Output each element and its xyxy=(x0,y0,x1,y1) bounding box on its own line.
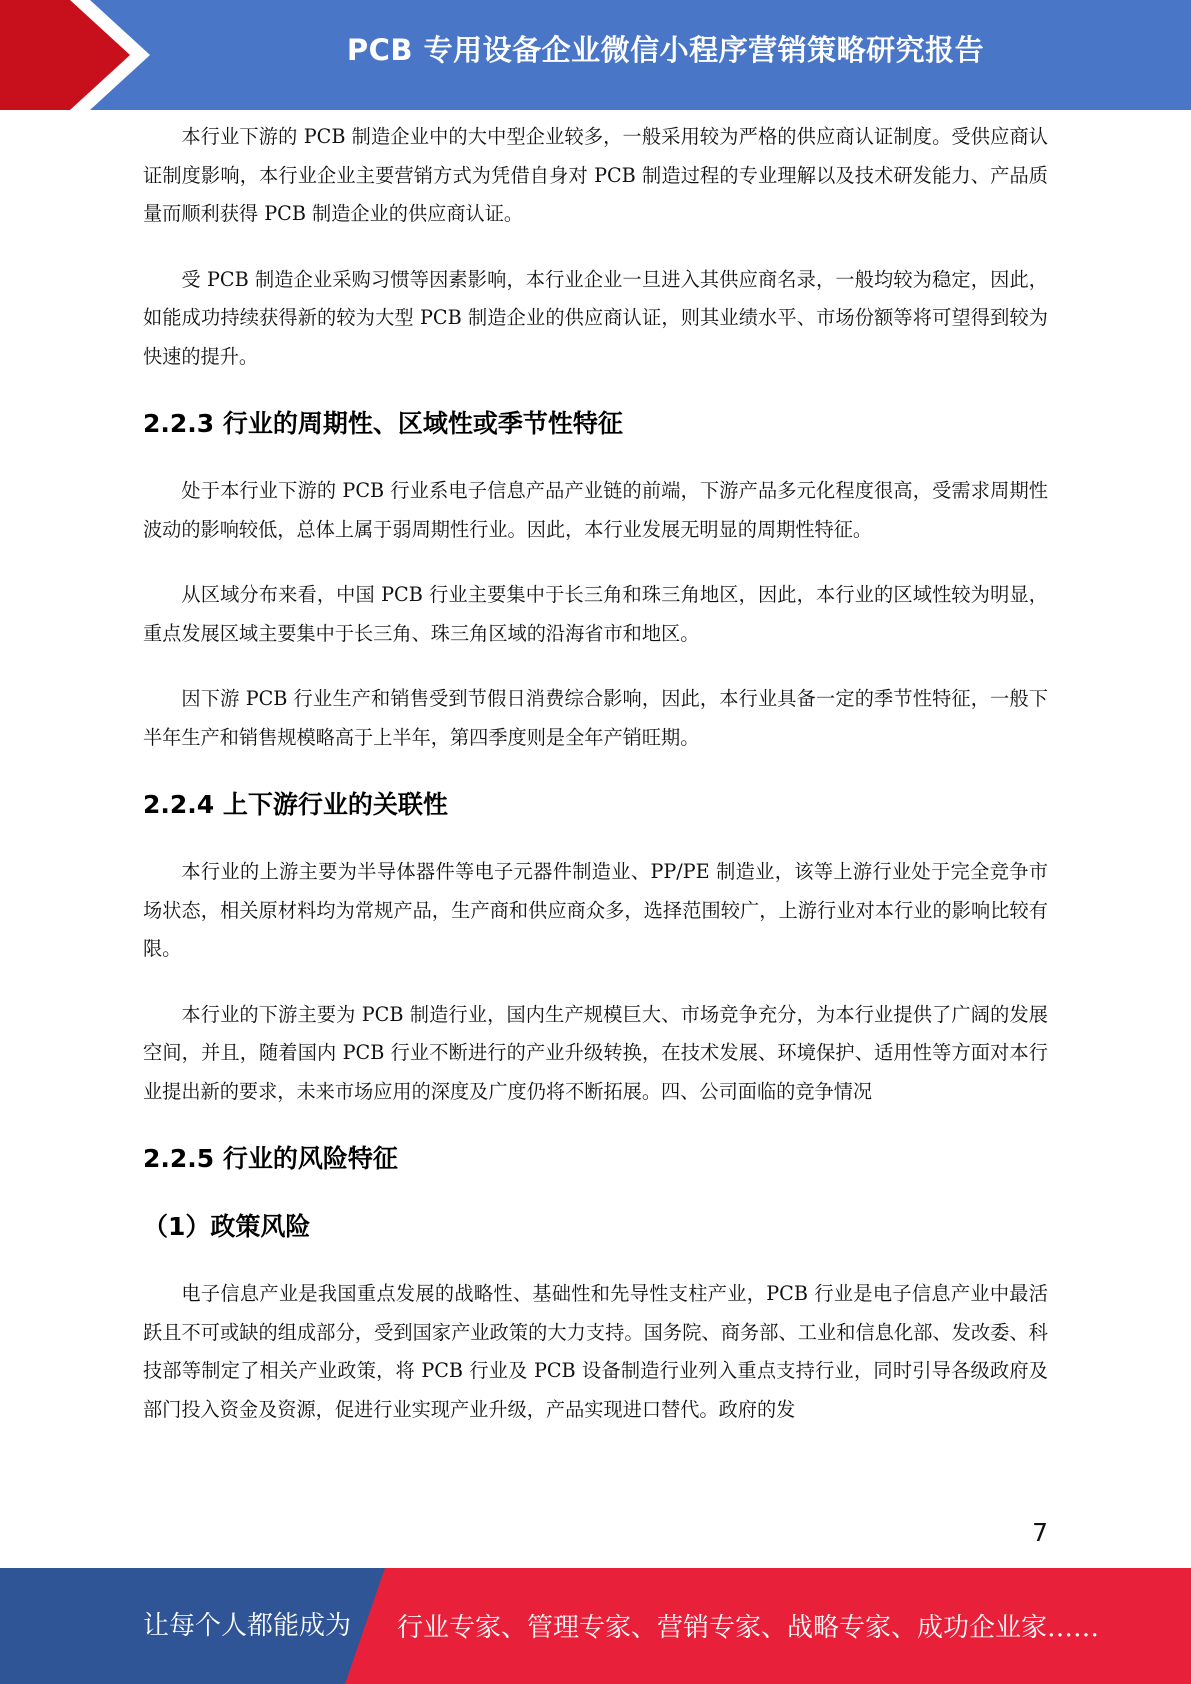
section-223-paragraph-3: 因下游 PCB 行业生产和销售受到节假日消费综合影响，因此，本行业具备一定的季节性特征，一般下半年生产和销售规模略高于上半年，第四季度则是全年产销旺期。 xyxy=(143,687,1048,749)
section-223-paragraph-2: 从区域分布来看，中国 PCB 行业主要集中于长三角和珠三角地区，因此，本行业的区域性较为明显，重点发展区域主要集中于长三角、珠三角区域的沿海省市和地区。 xyxy=(143,583,1048,645)
page-number: 7 xyxy=(1032,1518,1048,1547)
section-heading-2-2-5: 2.2.5 行业的风险特征 xyxy=(143,1144,398,1173)
section-heading-2-2-4: 2.2.4 上下游行业的关联性 xyxy=(143,790,448,819)
report-title: PCB 专用设备企业微信小程序营销策略研究报告 xyxy=(346,33,985,67)
subheading-policy-risk: （1）政策风险 xyxy=(143,1212,311,1241)
header-red-arrow-decoration xyxy=(0,0,150,110)
section-224-paragraph-2: 本行业的下游主要为 PCB 制造行业，国内生产规模巨大、市场竞争充分，为本行业提供了广阔的发展空间，并且，随着国内 PCB 行业不断进行的产业升级转换，在技术发展、环境保护、适用性等方面对本行业提出新的要求，未来市场应用的深度及广度仍将不断拓展。四、公司面临的竞争情况 xyxy=(143,1002,1048,1103)
section-224-paragraph-1: 本行业的上游主要为半导体器件等电子元器件制造业、PP/PE 制造业，该等上游行业处于完全竞争市场状态，相关原材料均为常规产品，生产商和供应商众多，选择范围较广，上游行业对本行业的影响比较有限。 xyxy=(143,860,1048,960)
page-header xyxy=(0,0,1191,110)
footer-slogan-left: 让每个人都能成为 xyxy=(143,1611,352,1641)
intro-paragraph-1: 本行业下游的 PCB 制造企业中的大中型企业较多，一般采用较为严格的供应商认证制度。受供应商认证制度影响，本行业企业主要营销方式为凭借自身对 PCB 制造过程的专业理解以及技术研发能力、产品质量而顺利获得 PCB 制造企业的供应商认证。 xyxy=(143,125,1048,225)
section-223-paragraph-1: 处于本行业下游的 PCB 行业系电子信息产品产业链的前端，下游产品多元化程度很高，受需求周期性波动的影响较低，总体上属于弱周期性行业。因此，本行业发展无明显的周期性特征。 xyxy=(143,479,1048,541)
section-225-paragraph-1: 电子信息产业是我国重点发展的战略性、基础性和先导性支柱产业，PCB 行业是电子信息产业中最活跃且不可或缺的组成部分，受到国家产业政策的大力支持。国务院、商务部、工业和信息化部、发改委、科技部等制定了相关产业政策，将 PCB 行业及 PCB 设备制造行业列入重点支持行业，同时引导各级政府及部门投入资金及资源，促进行业实现产业升级，产品实现进口替代。政府的发 xyxy=(143,1282,1048,1421)
section-heading-2-2-3: 2.2.3 行业的周期性、区域性或季节性特征 xyxy=(143,409,623,438)
intro-paragraph-2: 受 PCB 制造企业采购习惯等因素影响，本行业企业一旦进入其供应商名录，一般均较为稳定，因此，如能成功持续获得新的较为大型 PCB 制造企业的供应商认证，则其业绩水平、市场份额等将可望得到较为快速的提升。 xyxy=(143,267,1048,368)
footer-slogan-right: 行业专家、管理专家、营销专家、战略专家、成功企业家…… xyxy=(397,1613,1100,1643)
page-body xyxy=(143,118,1048,1429)
page-footer xyxy=(0,1568,1191,1684)
